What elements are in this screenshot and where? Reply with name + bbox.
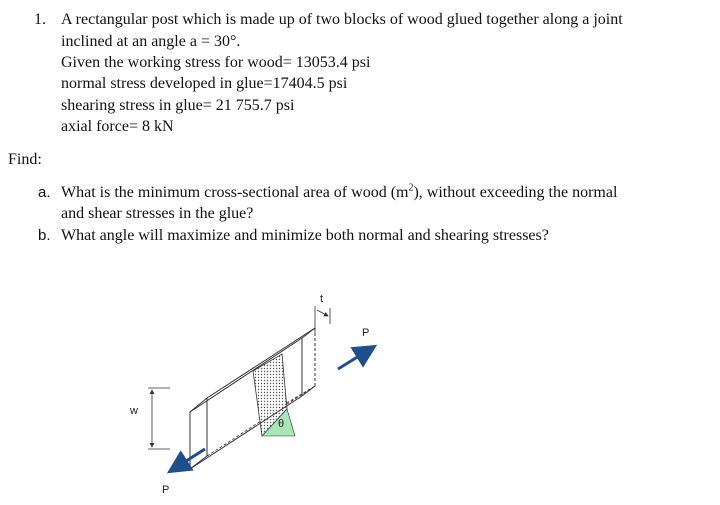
p-label-top: P xyxy=(362,327,370,339)
given-working-stress: Given the working stress for wood= 13053.4 psi xyxy=(61,54,371,71)
given-axial-force: axial force= 8 kN xyxy=(61,118,174,135)
problem-number: 1. xyxy=(34,11,46,28)
problem-line-2: inclined at an angle a = 30°. xyxy=(61,33,241,50)
find-a-text-pre: What is the minimum cross-sectional area of wood (m xyxy=(61,184,409,201)
find-a-line-2: and shear stresses in the glue? xyxy=(61,205,254,222)
given-shear-stress: shearing stress in glue= 21 755.7 psi xyxy=(61,97,295,114)
problem-line-1: A rectangular post which is made up of two blocks of wood glued together along a joint xyxy=(61,11,623,28)
post-top-end-edge xyxy=(302,328,315,338)
load-arrow-right xyxy=(338,348,372,369)
find-b-line-1: What angle will maximize and minimize both normal and shearing stresses? xyxy=(61,227,549,244)
w-label: w xyxy=(130,405,138,417)
load-arrow-left xyxy=(172,449,205,470)
p-label-bottom: P xyxy=(162,484,170,496)
t-dimension-arrow xyxy=(317,310,328,316)
find-a-line-1 xyxy=(61,183,617,203)
find-b-marker: b. xyxy=(38,227,51,244)
find-a-text-post: ), without exceeding the normal xyxy=(413,184,618,201)
t-label: t xyxy=(320,293,324,305)
theta-label: θ xyxy=(278,418,285,430)
find-a-marker: a. xyxy=(38,184,51,201)
post-end-bottom xyxy=(302,386,315,396)
find-a-superscript: 2 xyxy=(408,182,414,194)
find-label: Find: xyxy=(8,151,42,168)
given-normal-stress: normal stress developed in glue=17404.5 psi xyxy=(61,75,348,92)
post-diagram xyxy=(110,286,410,501)
